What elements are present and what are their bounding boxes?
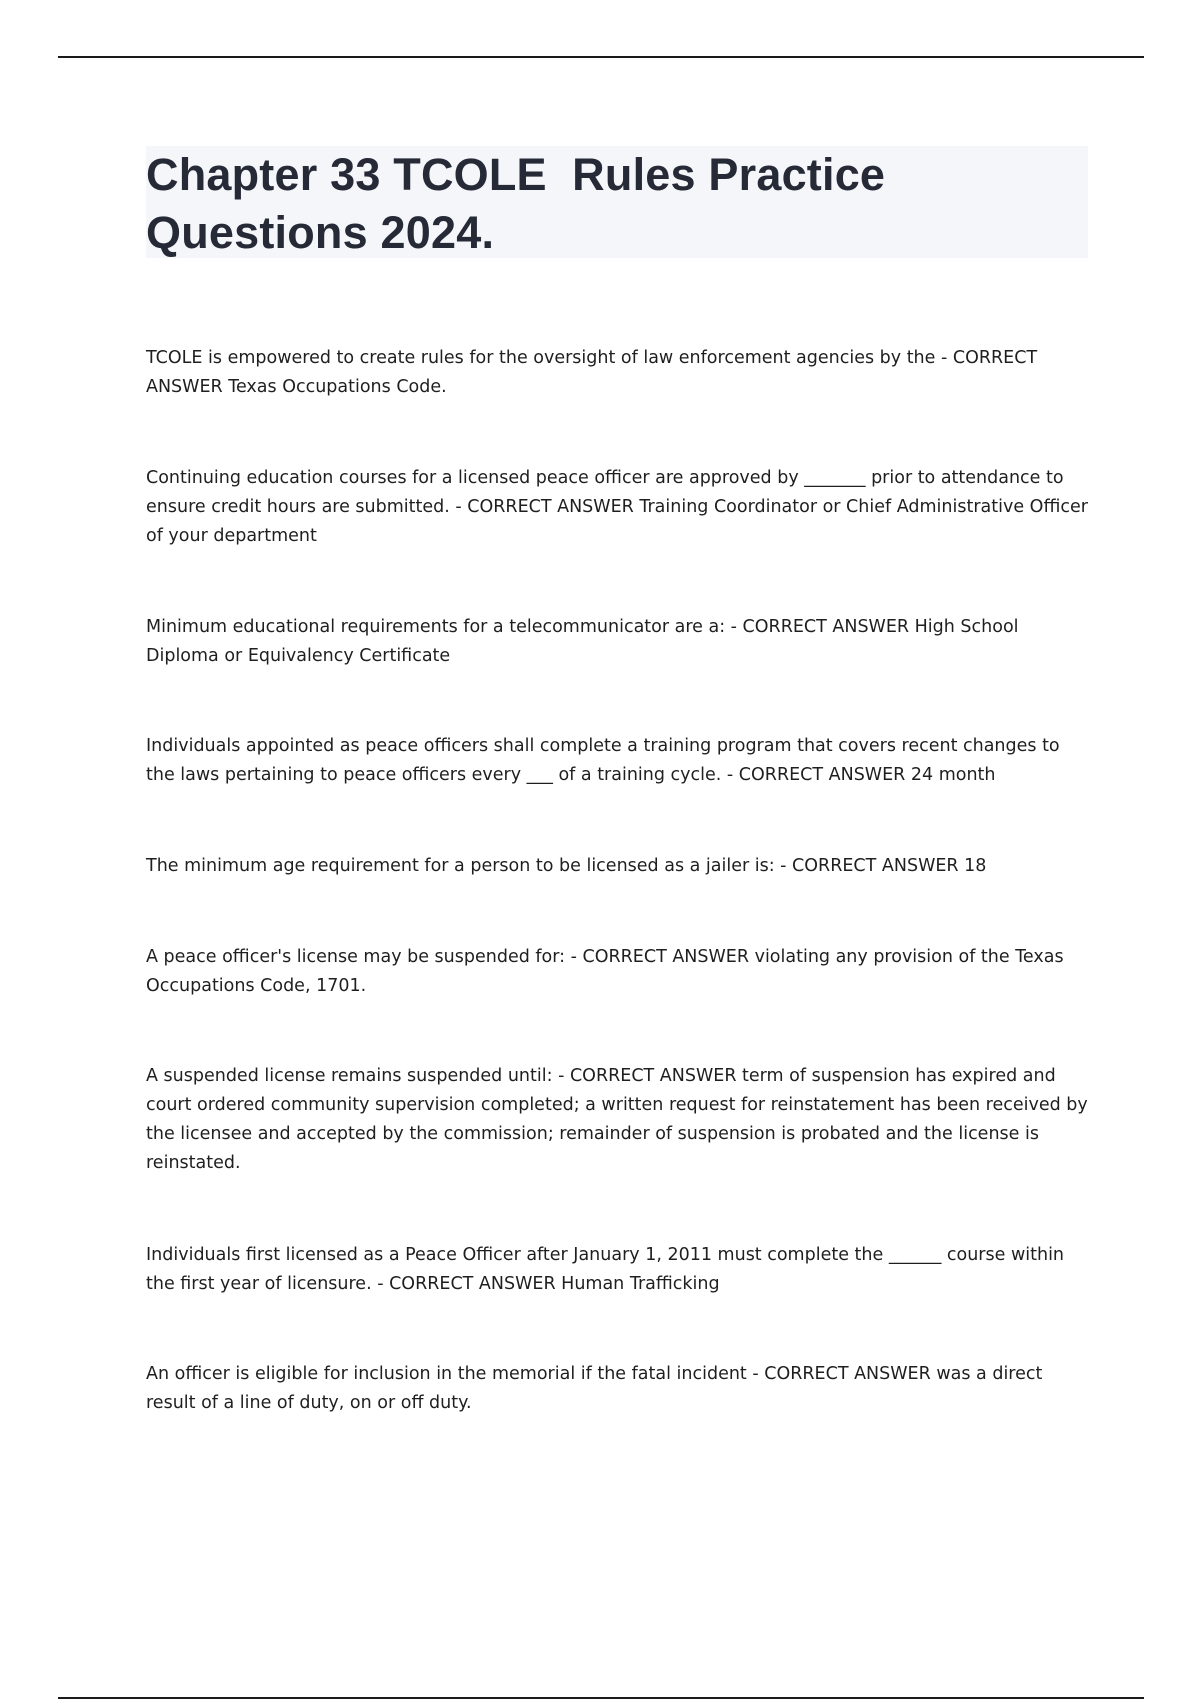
qa-item-1: TCOLE is empowered to create rules for the oversight of law enforcement agencies by the - CORRECT ANSWER Texas Occupations Code. xyxy=(146,348,1038,397)
title-block xyxy=(146,146,1088,258)
qa-item-9: An officer is eligible for inclusion in the memorial if the fatal incident - CORRECT ANSWER was a direct result of a line of duty, on or off duty. xyxy=(146,1364,1043,1413)
top-rule xyxy=(58,56,1144,58)
qa-item-7: A suspended license remains suspended until: - CORRECT ANSWER term of suspension has expired and court ordered community supervision completed; a written request for reinstatement has been received by the licensee and accepted by the commission; remainder of suspension is probated and the license is reinstated. xyxy=(146,1066,1088,1173)
qa-item-4: Individuals appointed as peace officers shall complete a training program that covers recent changes to the laws pertaining to peace officers every ___ of a training cycle. - CORRECT ANSWER 24 month xyxy=(146,736,1060,785)
qa-item-3: Minimum educational requirements for a telecommunicator are a: - CORRECT ANSWER High School Diploma or Equivalency Certificate xyxy=(146,617,1019,666)
page-title: Chapter 33 TCOLE Rules Practice Questions 2024. xyxy=(146,149,898,258)
qa-item-8: Individuals first licensed as a Peace Officer after January 1, 2011 must complete the ______ course within the first year of licensure. - CORRECT ANSWER Human Trafficking xyxy=(146,1245,1065,1294)
qa-item-5: The minimum age requirement for a person to be licensed as a jailer is: - CORRECT ANSWER 18 xyxy=(146,856,987,876)
qa-item-2: Continuing education courses for a licensed peace officer are approved by _______ prior to attendance to ensure credit hours are submitted. - CORRECT ANSWER Training Coordinator or Chief Administrative Officer of your department xyxy=(146,468,1088,546)
qa-item-6: A peace officer's license may be suspended for: - CORRECT ANSWER violating any provision of the Texas Occupations Code, 1701. xyxy=(146,947,1064,996)
bottom-rule xyxy=(58,1697,1144,1699)
